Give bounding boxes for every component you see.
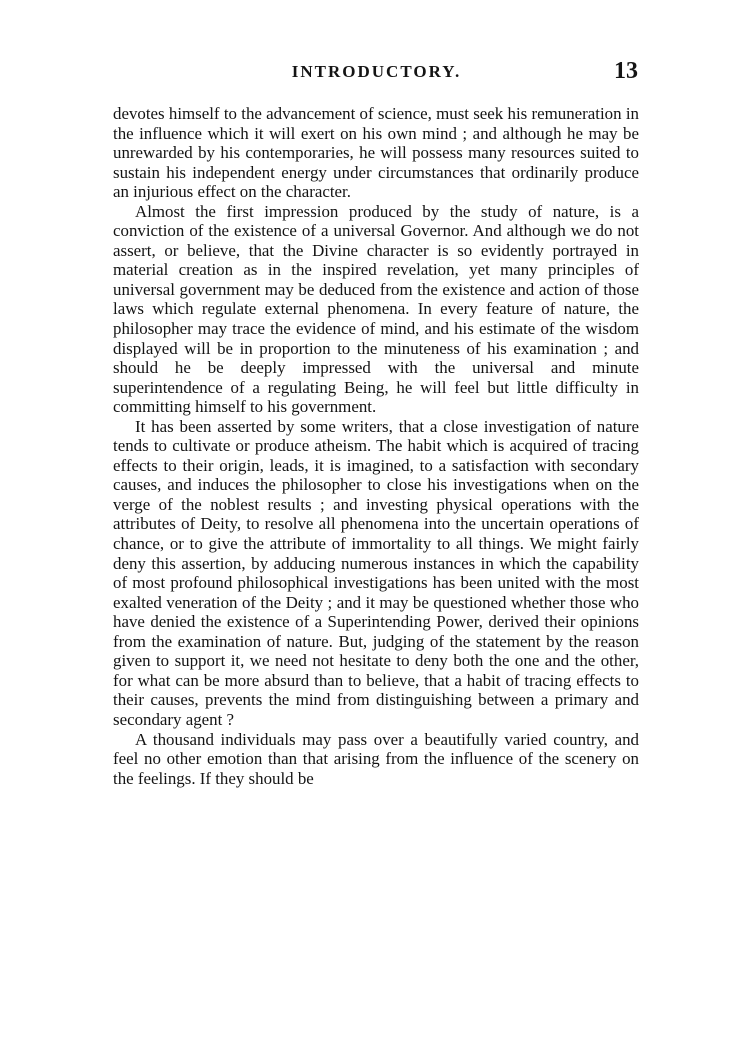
- running-head: [113, 60, 640, 90]
- body-text: [113, 104, 639, 788]
- page-number: 13: [614, 58, 638, 84]
- paragraph-continuation: devotes himself to the advancement of science, must seek his remuneration in the influence which it will exert on his own mind ; and although he may be unrewarded by his contemporaries, he will possess many resources suited to sustain his independent energy under circumstances that ordinarily produce an injurious effect on the character.: [113, 104, 639, 202]
- paragraph-thousand-individuals: A thousand individuals may pass over a beautifully varied country, and feel no other emotion than that arising from the influence of the scenery on the feelings. If they should be: [113, 729, 639, 788]
- running-title: INTRODUCTORY.: [291, 62, 462, 81]
- paragraph-universal-governor: Almost the first impression produced by the study of nature, is a conviction of the existence of a universal Governor. And although we do not assert, or believe, that the Divine character is so evidently portrayed in material creation as in the inspired revelation, yet many principles of universal government may be deduced from the existence and action of those laws which regulate external phenomena. In every feature of nature, the philosopher may trace the evidence of mind, and his estimate of the wisdom displayed will be in proportion to the minuteness of his examination ; and should he be deeply impressed with the universal and minute superintendence of a regulating Being, he will feel but little difficulty in committing himself to his government.: [113, 201, 639, 417]
- paragraph-atheism-assertion: It has been asserted by some writers, that a close investigation of nature tends to cultivate or produce atheism. The habit which is acquired of tracing effects to their origin, leads, it is imagined, to a satisfaction with secondary causes, and induces the philosopher to close his investigations when on the verge of the noblest results ; and investing physical operations with the attributes of Deity, to resolve all phenomena into the uncertain operations of chance, or to give the attribute of immortality to all things. We might fairly deny this assertion, by adducing numerous instances in which the capability of most profound philosophical investigations has been united with the most exalted veneration of the Deity ; and it may be questioned whether those who have denied the existence of a Superintending Power, derived their opinions from the examination of nature. But, judging of the statement by the reason given to support it, we need not hesitate to deny both the one and the other, for what can be more absurd than to believe, that a habit of tracing effects to their causes, prevents the mind from distinguishing between a primary and secondary agent ?: [113, 416, 639, 729]
